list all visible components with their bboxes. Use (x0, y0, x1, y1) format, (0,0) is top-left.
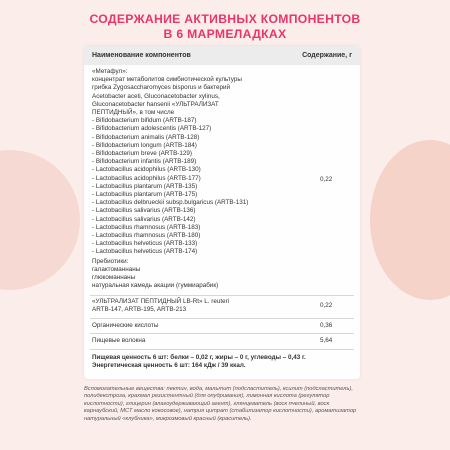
metafool-line: - Lactobacillus delbrueckii subsp.bulgaricus (ARTB-131) (92, 199, 249, 207)
metafool-line: - Lactobacillus plantarum (ARTB-175) (92, 191, 198, 199)
metafool-line: - Lactobacillus salivarius (ARTB-142) (92, 215, 196, 223)
metafool-line: - Lactobacillus acidophilus (ARTB-177) (92, 174, 201, 182)
metafool-lines (92, 68, 307, 290)
divider (90, 318, 354, 319)
fiber-label: Пищевые волокна (92, 337, 146, 344)
ultra-lines (92, 298, 307, 314)
metafool-line: натуральная камедь акации (гуммиарабик) (92, 282, 219, 290)
metafool-line: - Lactobacillus helveticus (ARTB-133) (92, 240, 198, 248)
metafool-line: - Lactobacillus acidophilus (ARTB-130) (92, 166, 201, 174)
metafool-line: Пребиотики: (92, 257, 129, 265)
background-shape-right (370, 140, 450, 300)
metafool-line: - Lactobacillus rhamnosus (ARTB-183) (92, 223, 201, 231)
fiber-value: 5,64 (320, 337, 333, 344)
title-line-2: В 6 МАРМЕЛАДКАХ (163, 27, 287, 41)
composition-table (84, 46, 360, 379)
metafool-line: - Lactobacillus salivarius (ARTB-136) (92, 207, 196, 215)
title-line-1: СОДЕРЖАНИЕ АКТИВНЫХ КОМПОНЕНТОВ (89, 12, 361, 26)
acids-label: Органические кислоты (92, 322, 159, 329)
acids-value: 0,36 (320, 322, 333, 329)
metafool-line: - Bifidobacterium adolescentis (ARTB-127) (92, 125, 212, 133)
metafool-line: - Bifidobacterium infantis (ARTB-189) (92, 158, 197, 166)
divider (90, 333, 354, 334)
ultra-line-1: «УЛЬТРАЛИЗАТ ПЕПТИДНЫЙ LB-Rt» L. reuteri (92, 298, 230, 305)
header-name: Наименование компонентов (92, 52, 191, 59)
metafool-line: Gluconacetobacter hansenii «УЛЬТРАЛИЗАТ (92, 100, 219, 108)
metafool-line: ПЕПТИДНЫЙ», в том числе (92, 109, 175, 117)
metafool-line: Acetobacter aceti, Gluconacetobacter xylinus, (92, 92, 220, 100)
metafool-line: грибка Zygosaccharomyces bisporus и бактерий (92, 84, 231, 92)
background-shape-left (0, 150, 80, 290)
metafool-line: концентрат метаболитов симбиотической культуры (92, 76, 242, 84)
metafool-line: глюкоманнаны (92, 274, 136, 282)
ultra-value: 0,22 (320, 302, 333, 309)
metafool-line: - Bifidobacterium breve (ARTB-129) (92, 150, 192, 158)
metafool-line: - Lactobacillus rhamnosus (ARTB-180) (92, 232, 201, 240)
excipients-footnote: Вспомогательные вещества: пектин, вода, мальтит (подсластитель), ксилит (подсластитель), полидекстроза, крахмал резистентный (для опудривания), лимонная кислота (регулятор кислотности), глицерин (влагоудерживающий агент), глянцеватель (воск пчелиный, воск карнаубский, МСТ масло кокосовое), натрия цитрат (стабилизатор кислотности), ароматизатор натуральный «клубника», микрозмовый красный (краситель). (84, 386, 357, 422)
nutrition-info (84, 354, 360, 370)
metafool-line: - Bifidobacterium bifidum (ARTB-187) (92, 117, 197, 125)
ultra-line-2: ARTB-147, ARTB-195, ARTB-213 (92, 306, 187, 314)
metafool-line: галактоманнаны (92, 265, 141, 273)
header-value: Содержание, г (302, 52, 352, 59)
metafool-line: - Bifidobacterium longum (ARTB-184) (92, 141, 197, 149)
table-header (84, 46, 360, 65)
metafool-line: - Lactobacillus helveticus (ARTB-174) (92, 248, 198, 256)
nutrition-line-2: Энергетическая ценность 6 шт: 164 кДж / 39 ккал. (92, 362, 246, 370)
metafool-line: «Метафул»: (92, 68, 128, 75)
divider (90, 295, 354, 296)
divider (90, 349, 354, 350)
nutrition-line-1: Пищевая ценность 6 шт: белки – 0,02 г, жиры – 0 г, углеводы – 0,43 г. (92, 354, 306, 361)
metafool-line: - Lactobacillus plantarum (ARTB-135) (92, 182, 198, 190)
metafool-line: - Bifidobacterium animalis (ARTB-128) (92, 133, 200, 141)
page-title (0, 12, 450, 42)
metafool-value: 0,22 (320, 176, 333, 183)
